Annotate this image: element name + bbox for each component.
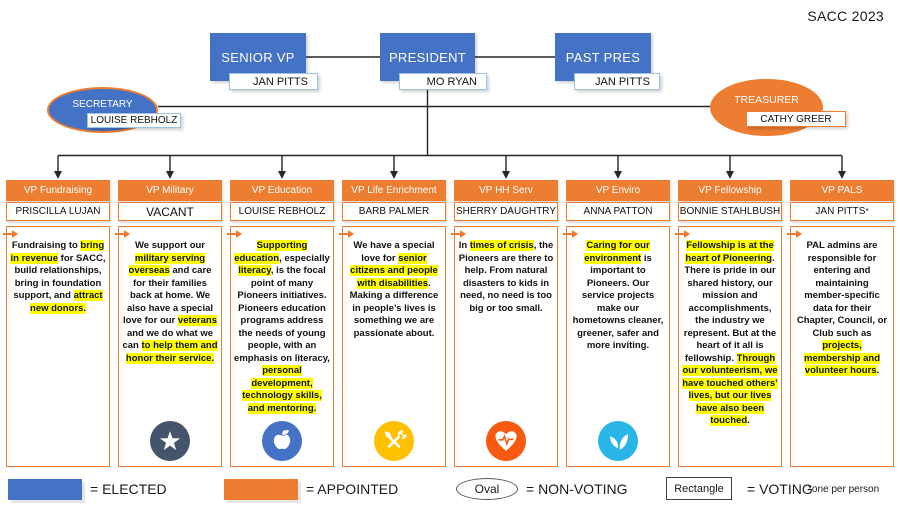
vp-column-description [6,226,110,467]
vp-column-vp-education [230,180,334,467]
star-icon [150,421,190,461]
plain-text: . [747,415,750,427]
vp-column-vp-life-enrichment [342,180,446,467]
vp-column-title: VP Military [118,180,222,201]
past-pres-name-tag: JAN PITTS [574,73,660,90]
vp-column-vp-military [118,180,222,467]
highlighted-text: to help them and honor their service. [125,340,218,364]
vp-column-title: VP PALS [790,180,894,201]
vp-column-description-text [679,227,781,428]
vp-column-title: VP Fellowship [678,180,782,201]
vp-column-description [454,226,558,467]
oval-shape: Oval [456,478,518,500]
heart-pulse-icon [486,421,526,461]
elected-label: = ELECTED [90,481,167,497]
highlighted-text: Caring for our environment [584,240,650,264]
highlighted-text: Through our volunteerism, we have touched others’ lives, but our lives have also been touched [682,352,778,427]
tools-icon [374,421,414,461]
past-pres-title: PAST PRES [565,49,641,65]
nonvoting-label: = NON-VOTING [526,481,628,497]
vp-column-title: VP Fundraising [6,180,110,201]
vp-column-description-text [231,227,333,415]
vp-column-description [566,226,670,467]
plain-text: Fundraising to [11,240,81,251]
vp-column-name: BARB PALMER [342,202,446,221]
vp-column-description-text [119,227,221,365]
plain-text: We support our [134,240,206,251]
highlighted-text: Fellowship is at the heart of Pioneering [685,240,774,264]
voting-note: *one per person [808,484,880,495]
president-title: PRESIDENT [388,49,467,65]
vp-column-name: BONNIE STAHLBUSH [678,202,782,221]
senior-vp-name-tag: JAN PITTS [229,73,318,90]
arrow-right-icon [675,233,685,235]
vp-column-title: VP Life Enrichment [342,180,446,201]
vp-column-vp-fellowship [678,180,782,467]
vp-column-name: LOUISE REBHOLZ [230,202,334,221]
arrow-right-icon [227,233,237,235]
president-name-tag: MO RYAN [399,73,487,90]
plain-text: . Making a difference in people’s lives is something we are passionate about. [349,277,439,339]
vp-column-vp-fundraising [6,180,110,467]
leaves-icon [598,421,638,461]
vp-column-name: JAN PITTS * [790,202,894,221]
plain-text: , especially [279,252,330,264]
plain-text: . [876,365,880,377]
arrow-right-icon [787,233,797,235]
vp-column-name: VACANT [118,202,222,221]
vp-column-description [118,226,222,467]
highlighted-text: senior citizens and people with disabilities [350,252,438,289]
arrow-right-icon [563,233,573,235]
treasurer-title: TREASURER [734,94,799,106]
apple-icon [262,421,302,461]
vp-column-description-text [343,227,445,340]
vp-column-title: VP HH Serv [454,180,558,201]
vp-column-description-text [7,227,109,315]
treasurer-oval [710,79,823,136]
vp-column-title: VP Education [230,180,334,201]
arrow-right-icon [339,233,349,235]
vp-column-description-text [791,227,893,378]
rectangle-shape: Rectangle [666,477,732,500]
highlighted-text: times of crisis [469,240,534,251]
voting-label: = VOTING [747,481,813,497]
page-title: SACC 2023 [807,8,884,24]
vp-column-name: SHERRY DAUGHTRY [454,202,558,221]
appointed-label: = APPOINTED [306,481,399,497]
highlighted-text: bring in revenue [10,240,105,264]
highlighted-text: veterans [177,315,217,327]
plain-text: , the Pioneers are there to help. From natural disasters to kids in need, no need is too big or too small. [458,240,554,314]
secretary-name-tag: LOUISE REBHOLZ [87,113,181,128]
vp-column-name: ANNA PATTON [566,202,670,221]
vp-column-vp-pals [790,180,894,467]
vp-column-description-text [455,227,557,315]
appointed-swatch [224,479,298,500]
highlighted-text: projects, membership and volunteer hours [803,340,881,377]
highlighted-text: literacy [238,265,271,277]
vp-column-title: VP Enviro [566,180,670,201]
elected-swatch [8,479,82,500]
secretary-title: SECRETARY [72,99,133,110]
vp-column-description-text [567,227,669,353]
plain-text: In [458,240,470,251]
arrow-right-icon [3,233,13,235]
treasurer-name-tag: CATHY GREER [746,111,846,127]
plain-text: and we do what we can [122,327,214,352]
highlighted-text: attract new donors. [30,290,103,314]
vp-column-vp-enviro [566,180,670,467]
plain-text: for SACC, build relationships, bring in foundation support, and [13,252,106,302]
vp-column-description [790,226,894,467]
vp-column-description [342,226,446,467]
highlighted-text: personal development, technology skills, and mentoring. [242,365,322,414]
vp-column-description [678,226,782,467]
vp-column-description [230,226,334,467]
plain-text: is important to Pioneers. Our service projects make our hometowns cleaner, greener, safer and more inviting. [572,252,664,352]
plain-text: We have a special love for [353,240,435,264]
plain-text: , is the focal point of many Pioneers initiatives. Pioneers education programs address the needs of young people, with an emphasis on literacy, [234,265,330,364]
plain-text: and care for their families back at home. We also have a special love for our [123,265,214,327]
arrow-right-icon [451,233,461,235]
vp-column-name: PRISCILLA LUJAN [6,202,110,221]
arrow-right-icon [115,233,125,235]
vp-column-vp-hh-serv [454,180,558,467]
senior-vp-title: SENIOR VP [221,49,295,65]
highlighted-text: military serving overseas [128,252,206,277]
plain-text: . There is pride in our shared history, our mission and accomplishments, the industry we represent. But at the heart of it all is fellowship. [683,252,777,364]
highlighted-text: Supporting education [234,240,308,264]
plain-text: PAL admins are responsible for entering and maintaining member-specific data for their Chapter, Council, or Club such as [796,240,888,339]
